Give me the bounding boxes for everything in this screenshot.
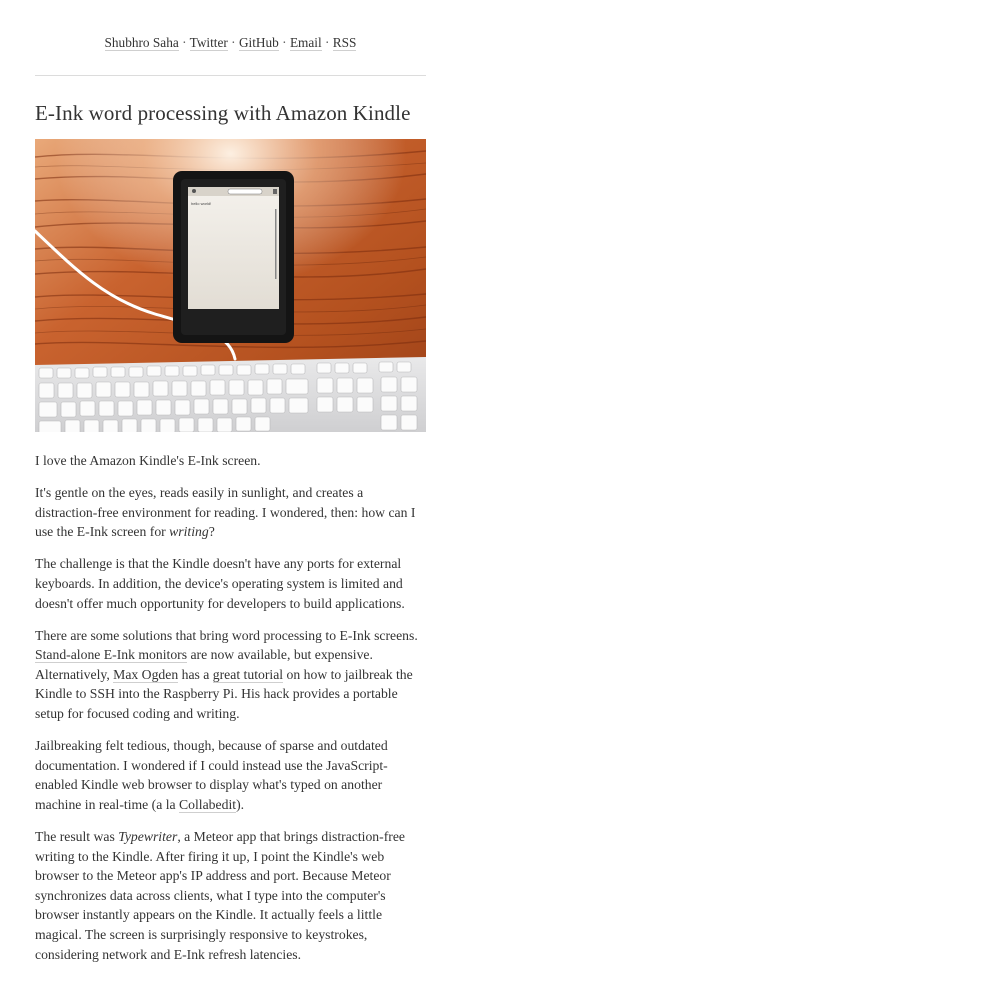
paragraph-text: has a (178, 666, 213, 682)
top-nav (35, 34, 426, 52)
paragraph-text: The challenge is that the Kindle doesn't have any ports for external keyboards. In addition, the device's operating system is limited and doesn't offer much opportunity for developers to build applications. (35, 556, 405, 611)
nav-separator: · (182, 35, 187, 50)
nav-rss-link[interactable]: RSS (332, 35, 357, 50)
paragraph-text: are now available, but expensive. Alternatively, (35, 647, 373, 682)
nav-twitter-link[interactable]: Twitter (189, 35, 228, 50)
paragraph-text: Jailbreaking felt tedious, though, because of sparse and outdated documentation. I wondered if I could instead use the JavaScript-enabled Kindle web browser to display what's typed on another machine in real-time (a la (35, 738, 388, 812)
emphasis-text: Typewriter (118, 829, 178, 844)
paragraph-text: There are some solutions that bring word processing to E-Ink screens. (35, 627, 418, 643)
link-collabedit[interactable]: Collabedit (179, 796, 237, 812)
paragraph (35, 736, 426, 814)
link-eink-monitors[interactable]: Stand-alone E-Ink monitors (35, 647, 188, 663)
link-max-ogden[interactable]: Max Ogden (113, 666, 179, 682)
paragraph (35, 626, 426, 724)
nav-separator: · (325, 35, 330, 50)
kindle-screen-text: hello world! (191, 201, 212, 206)
paragraph-text: I love the Amazon Kindle's E-Ink screen. (35, 453, 261, 468)
header-divider (35, 75, 426, 76)
paragraph (35, 554, 426, 613)
paragraph-text: ). (236, 796, 245, 812)
nav-separator: · (282, 35, 287, 50)
nav-author-link[interactable]: Shubhro Saha (104, 35, 179, 50)
post-title: E-Ink word processing with Amazon Kindle (35, 101, 411, 125)
nav-email-link[interactable]: Email (289, 35, 322, 50)
link-great-tutorial[interactable]: great tutorial (212, 666, 284, 682)
kindle-keyboard-photo (35, 139, 426, 432)
nav-separator: · (231, 35, 236, 50)
emphasis-text: writing (169, 524, 209, 540)
paragraph (35, 483, 426, 542)
post-body (35, 451, 426, 977)
paragraph-text: It's gentle on the eyes, reads easily in sunlight, and creates a distraction-free environment for reading. I wondered, then: how can I use the E-Ink screen for (35, 485, 416, 540)
paragraph (35, 451, 426, 471)
paragraph (35, 827, 426, 964)
nav-github-link[interactable]: GitHub (238, 35, 279, 50)
paragraph-text: , a Meteor app that brings distraction-free writing to the Kindle. After firing it up, I point the Kindle's web browser to the Meteor app's IP address and port. Because Meteor synchronizes data across clients, what I type into the computer's browser instantly appears on the Kindle. It actually feels a little magical. The screen is surprisingly responsive to keystrokes, considering network and E-Ink refresh latencies. (35, 829, 405, 962)
paragraph-text: ? (208, 524, 215, 540)
paragraph-text: on how to jailbreak the Kindle to SSH into the Raspberry Pi. His hack provides a portable setup for focused coding and writing. (35, 666, 413, 722)
paragraph-text: The result was (35, 829, 119, 844)
